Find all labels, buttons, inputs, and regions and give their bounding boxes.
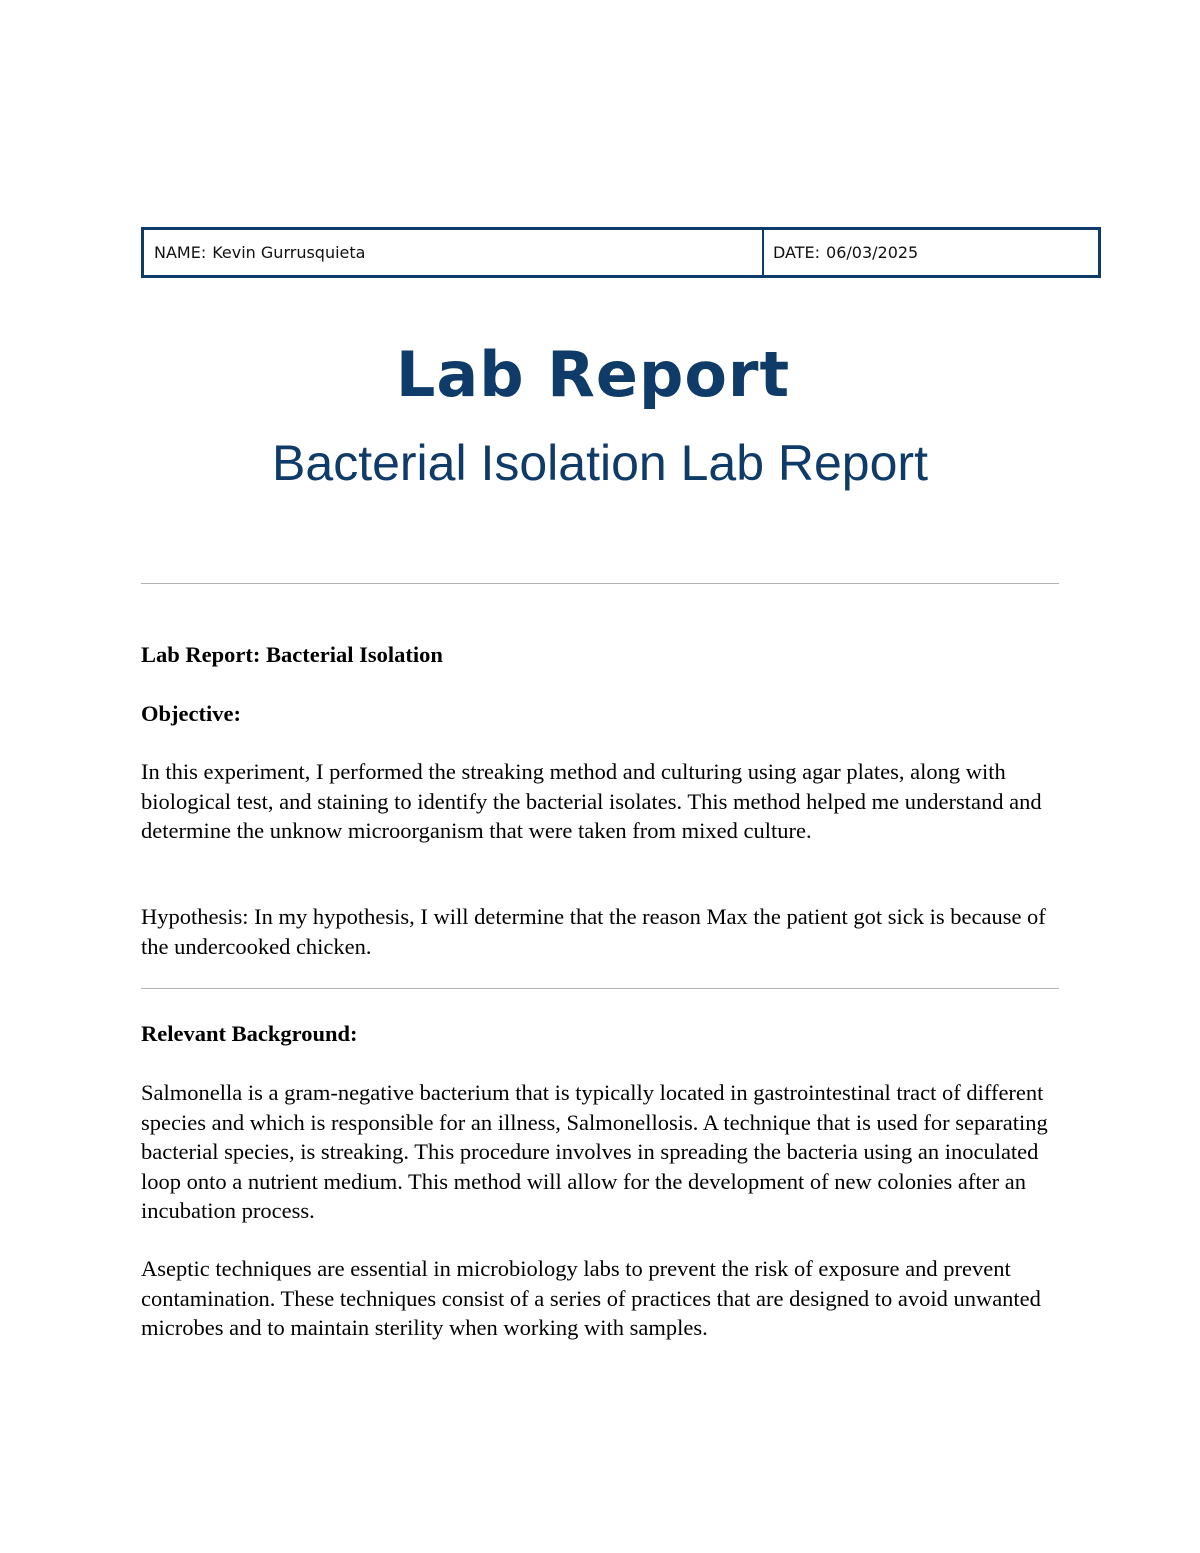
section-title: Lab Report: Bacterial Isolation xyxy=(141,642,443,667)
objective-heading: Objective: xyxy=(141,701,241,726)
background-heading: Relevant Background: xyxy=(141,1021,358,1046)
name-cell xyxy=(144,230,764,275)
header-table xyxy=(141,227,1101,278)
page-subtitle: Bacterial Isolation Lab Report xyxy=(272,435,928,491)
divider-middle xyxy=(141,988,1059,989)
background-paragraph-1: Salmonella is a gram-negative bacterium that is typically located in gastrointestinal tract of different species and which is responsible for an illness, Salmonellosis. A technique that is used for separating bacterial species, is streaking. This procedure involves in spreading the bacteria using an inoculated loop onto a nutrient medium. This method will allow for the development of new colonies after an incubation process. xyxy=(141,1080,1048,1223)
date-label: DATE: xyxy=(773,243,821,262)
page-title: Lab Report xyxy=(395,338,791,411)
divider-top xyxy=(141,583,1059,584)
background-paragraph-2: Aseptic techniques are essential in microbiology labs to prevent the risk of exposure and prevent contamination. These techniques consist of a series of practices that are designed to avoid unwanted microbes and to maintain sterility when working with samples. xyxy=(141,1256,1041,1340)
objective-text: In this experiment, I performed the streaking method and culturing using agar plates, along with biological test, and staining to identify the bacterial isolates. This method helped me understand and determine the unknow microorganism that were taken from mixed culture. xyxy=(141,759,1042,843)
hypothesis-text: Hypothesis: In my hypothesis, I will determine that the reason Max the patient got sick is because of the undercooked chicken. xyxy=(141,904,1046,959)
name-value: Kevin Gurrusquieta xyxy=(212,243,366,262)
name-label: NAME: xyxy=(154,243,207,262)
date-cell xyxy=(764,230,1098,275)
date-value: 06/03/2025 xyxy=(826,243,919,262)
